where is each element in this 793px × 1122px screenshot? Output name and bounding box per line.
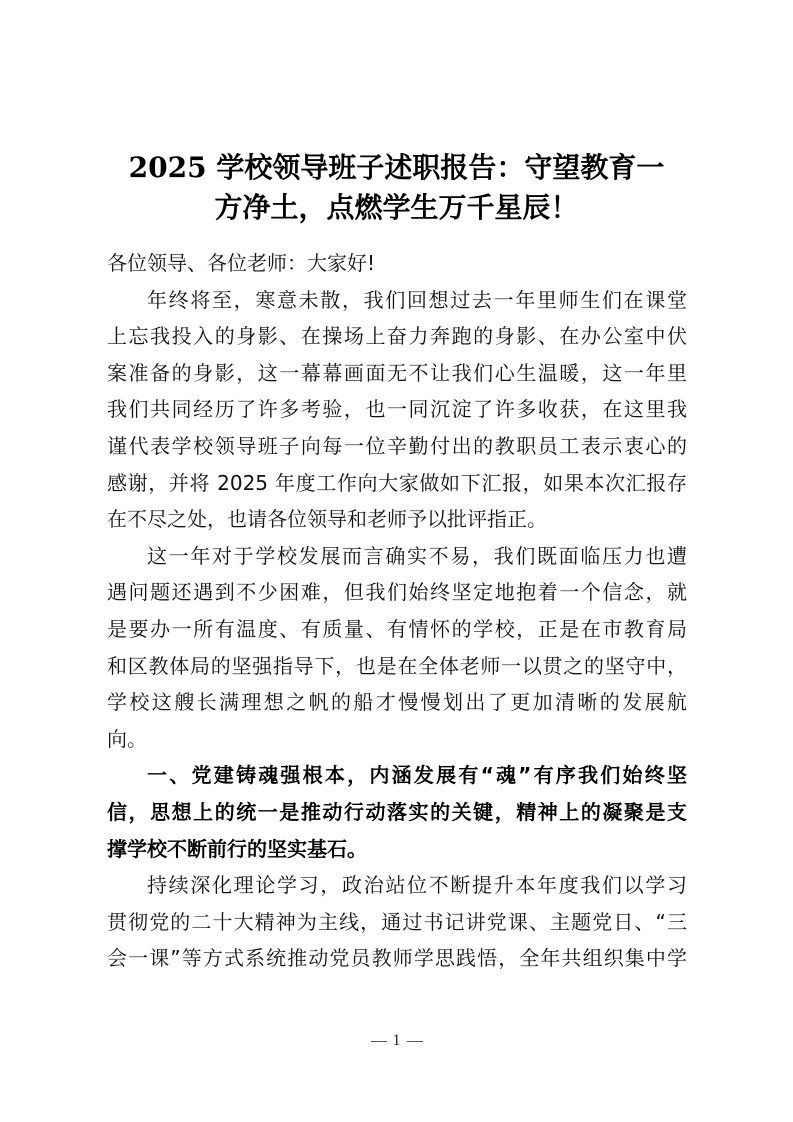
title-line-2: 方净土，点燃学生万千星辰！	[214, 191, 579, 224]
title-line-1: 2025 学校领导班子述职报告：守望教育一	[128, 151, 665, 184]
heading-line: 信，思想上的统一是推动行动落实的关键，精神上的凝聚是支	[107, 799, 687, 824]
paragraph-line: 和区教体局的坚强指导下，也是在全体老师一以贯之的坚守中，	[107, 653, 687, 678]
paragraph-line: 会一课”等方式系统推动党员教师学思践悟，全年共组织集中学	[107, 946, 687, 971]
paragraph-line: 学校这艘长满理想之帆的船才慢慢划出了更加清晰的发展航	[107, 690, 687, 715]
paragraph-line: 是要办一所有温度、有质量、有情怀的学校，正是在市教育局	[107, 616, 687, 641]
paragraph-line: 遇问题还遇到不少困难，但我们始终坚定地抱着一个信念，就	[107, 580, 687, 605]
page-number	[0, 1031, 793, 1051]
dash-left	[371, 1041, 387, 1043]
paragraph-1	[107, 282, 687, 538]
heading-line: 一、党建铸魂强根本，内涵发展有“魂”有序我们始终坚	[147, 763, 687, 788]
paragraph-line: 在不尽之处，也请各位领导和老师予以批评指正。	[107, 507, 547, 532]
section-heading-1	[107, 757, 687, 867]
heading-line: 撑学校不断前行的坚实基石。	[107, 836, 367, 861]
paragraph-line: 案准备的身影，这一幕幕画面无不让我们心生温暖，这一年里	[107, 360, 687, 385]
dash-right	[407, 1041, 423, 1043]
document-title	[100, 148, 693, 228]
paragraph-line: 持续深化理论学习，政治站位不断提升本年度我们以学习	[147, 873, 687, 898]
paragraph-2	[107, 538, 687, 758]
paragraph-line: 谨代表学校领导班子向每一位辛勤付出的教职员工表示衷心的	[107, 433, 687, 458]
paragraph-line: 上忘我投入的身影、在操场上奋力奔跑的身影、在办公室中伏	[107, 324, 687, 349]
paragraph-line: 我们共同经历了许多考验，也一同沉淀了许多收获，在这里我	[107, 397, 687, 422]
paragraph-line: 这一年对于学校发展而言确实不易，我们既面临压力也遭	[147, 543, 687, 568]
document-body	[107, 245, 687, 977]
salutation: 各位领导、各位老师：大家好!	[107, 251, 376, 275]
page-number-value: 1	[392, 1032, 401, 1049]
paragraph-line: 感谢，并将 2025 年度工作向大家做如下汇报，如果本次汇报存	[107, 470, 687, 495]
paragraph-line: 贯彻党的二十大精神为主线，通过书记讲党课、主题党日、“三	[107, 909, 687, 934]
paragraph-3	[107, 867, 687, 977]
paragraph-line: 年终将至，寒意未散，我们回想过去一年里师生们在课堂	[147, 287, 687, 312]
paragraph-line: 向。	[107, 726, 147, 751]
